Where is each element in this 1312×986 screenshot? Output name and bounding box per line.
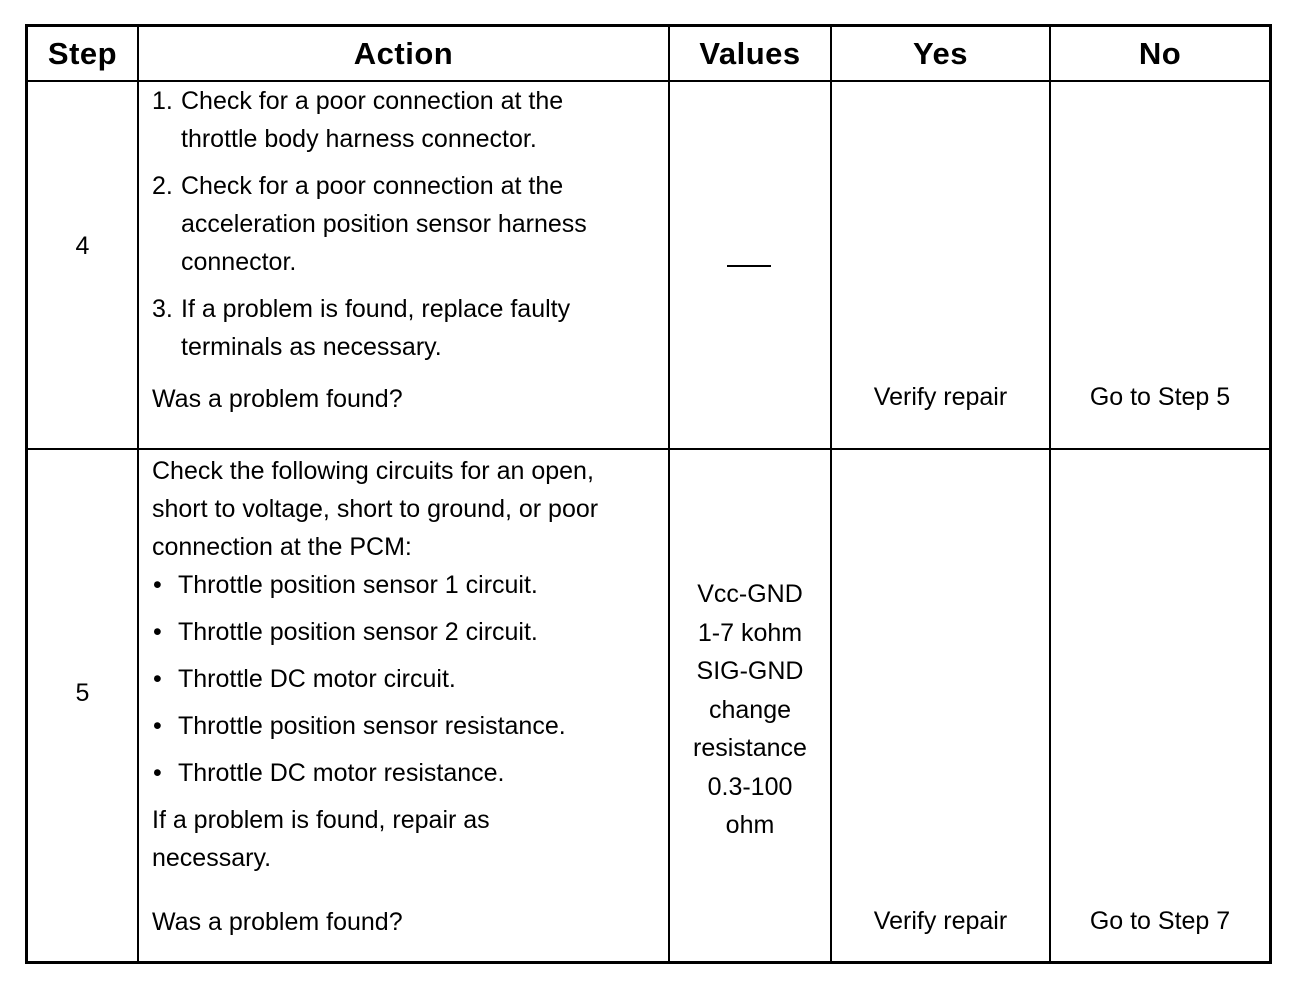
outro-line: If a problem is found, repair as <box>152 806 490 834</box>
item-line: Check for a poor connection at the <box>181 172 564 200</box>
bullet-text: Throttle DC motor circuit. <box>178 665 456 693</box>
no-result: Go to Step 5 <box>1089 383 1231 411</box>
step-number: 5 <box>75 679 90 707</box>
bullet-item <box>152 707 598 745</box>
intro-line: Check the following circuits for an open, <box>152 457 594 485</box>
item-line: Check for a poor connection at the <box>181 87 564 115</box>
question-text: Was a problem found? <box>152 908 403 936</box>
yes-result: Verify repair <box>873 383 1008 411</box>
step-number: 4 <box>75 232 90 260</box>
action-cell <box>152 452 598 877</box>
outro-line: necessary. <box>152 844 272 872</box>
question-text: Was a problem found? <box>152 385 403 413</box>
item-line: throttle body harness connector. <box>181 125 537 153</box>
intro-line: connection at the PCM: <box>152 533 412 561</box>
bullet-icon: • <box>153 618 162 646</box>
value-line: change <box>708 695 792 724</box>
item-line: acceleration position sensor harness <box>181 210 587 238</box>
item-line: terminals as necessary. <box>181 333 442 361</box>
value-line: resistance <box>693 734 807 762</box>
bullet-icon: • <box>153 759 162 787</box>
bullet-text: Throttle position sensor resistance. <box>178 712 566 740</box>
header-yes: Yes <box>913 36 968 71</box>
value-line: 1-7 kohm <box>697 618 803 647</box>
row-divider <box>28 448 1269 450</box>
bullet-icon: • <box>153 712 162 740</box>
col-divider-step <box>137 27 139 961</box>
values-cell <box>670 575 830 845</box>
header-action: Action <box>353 36 454 71</box>
bullet-text: Throttle position sensor 1 circuit. <box>178 571 538 599</box>
item-number: 2. <box>152 172 173 200</box>
diagnostic-table <box>25 24 1272 964</box>
col-divider-values <box>830 27 832 961</box>
no-result: Go to Step 7 <box>1089 907 1231 935</box>
intro-line: short to voltage, short to ground, or poor <box>152 495 599 523</box>
header-step: Step <box>47 36 118 71</box>
bullet-item <box>152 660 598 698</box>
action-item <box>152 167 587 281</box>
action-item <box>152 290 587 366</box>
yes-result: Verify repair <box>873 907 1008 935</box>
bullet-text: Throttle position sensor 2 circuit. <box>178 618 538 646</box>
value-line: 0.3-100 <box>707 772 793 801</box>
item-number: 1. <box>152 87 173 115</box>
bullet-icon: • <box>153 571 162 599</box>
header-no: No <box>1138 36 1182 71</box>
values-dash <box>727 265 771 267</box>
action-item <box>152 82 587 158</box>
bullet-item <box>152 566 598 604</box>
bullet-icon: • <box>153 665 162 693</box>
value-line: SIG-GND <box>696 657 804 685</box>
item-number: 3. <box>152 295 173 323</box>
action-cell <box>152 82 587 375</box>
col-divider-yes <box>1049 27 1051 961</box>
bullet-item <box>152 754 598 792</box>
bullet-item <box>152 613 598 651</box>
item-line: connector. <box>181 248 297 276</box>
bullet-text: Throttle DC motor resistance. <box>178 759 505 787</box>
header-values: Values <box>699 36 801 71</box>
item-line: If a problem is found, replace faulty <box>181 295 571 323</box>
value-line: Vcc-GND <box>697 580 803 608</box>
value-line: ohm <box>725 811 775 839</box>
